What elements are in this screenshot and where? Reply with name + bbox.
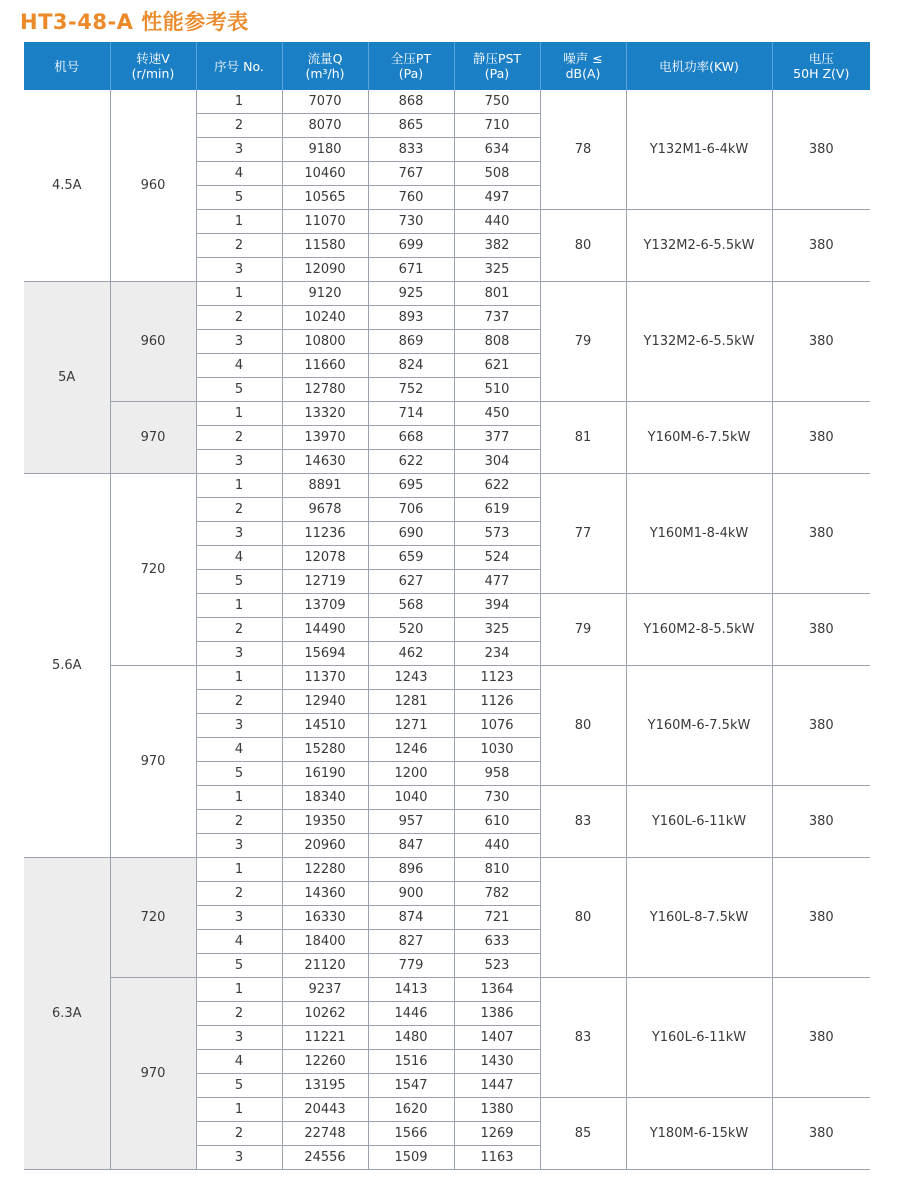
total-pressure-cell: 865 (368, 114, 454, 138)
total-pressure-cell: 520 (368, 618, 454, 642)
total-pressure-cell: 1566 (368, 1122, 454, 1146)
flow-cell: 20443 (282, 1098, 368, 1122)
header-speed (110, 42, 196, 90)
total-pressure-cell: 462 (368, 642, 454, 666)
seq-cell: 2 (196, 426, 282, 450)
seq-cell: 5 (196, 378, 282, 402)
header-static-pressure (454, 42, 540, 90)
noise-cell: 85 (540, 1098, 626, 1170)
motor-power-cell: Y160L-6-11kW (626, 786, 772, 858)
static-pressure-cell: 440 (454, 834, 540, 858)
flow-cell: 12719 (282, 570, 368, 594)
flow-cell: 11660 (282, 354, 368, 378)
table-row (24, 282, 870, 306)
header-label: (Pa) (398, 66, 424, 81)
header-label: 静压PST (472, 51, 522, 66)
static-pressure-cell: 477 (454, 570, 540, 594)
total-pressure-cell: 779 (368, 954, 454, 978)
seq-cell: 2 (196, 690, 282, 714)
seq-cell: 3 (196, 450, 282, 474)
static-pressure-cell: 730 (454, 786, 540, 810)
flow-cell: 14360 (282, 882, 368, 906)
table-row (24, 90, 870, 114)
flow-cell: 9120 (282, 282, 368, 306)
total-pressure-cell: 874 (368, 906, 454, 930)
speed-cell: 960 (110, 282, 196, 402)
static-pressure-cell: 1430 (454, 1050, 540, 1074)
header-row (24, 42, 870, 90)
total-pressure-cell: 1243 (368, 666, 454, 690)
static-pressure-cell: 382 (454, 234, 540, 258)
flow-cell: 13320 (282, 402, 368, 426)
speed-cell: 720 (110, 858, 196, 978)
static-pressure-cell: 325 (454, 618, 540, 642)
static-pressure-cell: 1386 (454, 1002, 540, 1026)
noise-cell: 80 (540, 210, 626, 282)
total-pressure-cell: 847 (368, 834, 454, 858)
noise-cell: 83 (540, 786, 626, 858)
header-label: 噪声 ≤ (563, 51, 603, 66)
static-pressure-cell: 524 (454, 546, 540, 570)
seq-cell: 4 (196, 1050, 282, 1074)
voltage-cell: 380 (772, 594, 870, 666)
static-pressure-cell: 801 (454, 282, 540, 306)
seq-cell: 1 (196, 858, 282, 882)
seq-cell: 1 (196, 1098, 282, 1122)
flow-cell: 19350 (282, 810, 368, 834)
static-pressure-cell: 573 (454, 522, 540, 546)
seq-cell: 1 (196, 978, 282, 1002)
total-pressure-cell: 767 (368, 162, 454, 186)
flow-cell: 12078 (282, 546, 368, 570)
static-pressure-cell: 619 (454, 498, 540, 522)
flow-cell: 20960 (282, 834, 368, 858)
static-pressure-cell: 450 (454, 402, 540, 426)
total-pressure-cell: 699 (368, 234, 454, 258)
seq-cell: 4 (196, 738, 282, 762)
seq-cell: 1 (196, 282, 282, 306)
model-cell: 5A (24, 282, 110, 474)
voltage-cell: 380 (772, 474, 870, 594)
total-pressure-cell: 1446 (368, 1002, 454, 1026)
flow-cell: 11070 (282, 210, 368, 234)
seq-cell: 3 (196, 330, 282, 354)
seq-cell: 3 (196, 1146, 282, 1170)
static-pressure-cell: 497 (454, 186, 540, 210)
static-pressure-cell: 394 (454, 594, 540, 618)
seq-cell: 4 (196, 162, 282, 186)
motor-power-cell: Y132M2-6-5.5kW (626, 282, 772, 402)
static-pressure-cell: 610 (454, 810, 540, 834)
total-pressure-cell: 1271 (368, 714, 454, 738)
motor-power-cell: Y160M2-8-5.5kW (626, 594, 772, 666)
flow-cell: 12780 (282, 378, 368, 402)
static-pressure-cell: 377 (454, 426, 540, 450)
voltage-cell: 380 (772, 978, 870, 1098)
total-pressure-cell: 893 (368, 306, 454, 330)
voltage-cell: 380 (772, 1098, 870, 1170)
motor-power-cell: Y180M-6-15kW (626, 1098, 772, 1170)
total-pressure-cell: 1547 (368, 1074, 454, 1098)
total-pressure-cell: 900 (368, 882, 454, 906)
seq-cell: 2 (196, 498, 282, 522)
flow-cell: 12280 (282, 858, 368, 882)
header-label: 电压 (808, 51, 834, 66)
header-seq (196, 42, 282, 90)
seq-cell: 1 (196, 402, 282, 426)
seq-cell: 3 (196, 906, 282, 930)
seq-cell: 1 (196, 474, 282, 498)
total-pressure-cell: 833 (368, 138, 454, 162)
table-row (24, 666, 870, 690)
speed-cell: 970 (110, 402, 196, 474)
flow-cell: 10565 (282, 186, 368, 210)
noise-cell: 80 (540, 858, 626, 978)
static-pressure-cell: 1123 (454, 666, 540, 690)
total-pressure-cell: 824 (368, 354, 454, 378)
flow-cell: 7070 (282, 90, 368, 114)
header-label: (r/min) (131, 66, 175, 81)
seq-cell: 3 (196, 522, 282, 546)
static-pressure-cell: 710 (454, 114, 540, 138)
seq-cell: 4 (196, 546, 282, 570)
total-pressure-cell: 714 (368, 402, 454, 426)
flow-cell: 16190 (282, 762, 368, 786)
flow-cell: 22748 (282, 1122, 368, 1146)
seq-cell: 2 (196, 1002, 282, 1026)
seq-cell: 2 (196, 882, 282, 906)
total-pressure-cell: 568 (368, 594, 454, 618)
static-pressure-cell: 633 (454, 930, 540, 954)
seq-cell: 3 (196, 1026, 282, 1050)
flow-cell: 8070 (282, 114, 368, 138)
static-pressure-cell: 621 (454, 354, 540, 378)
total-pressure-cell: 957 (368, 810, 454, 834)
voltage-cell: 380 (772, 786, 870, 858)
total-pressure-cell: 760 (368, 186, 454, 210)
voltage-cell: 380 (772, 90, 870, 210)
seq-cell: 1 (196, 210, 282, 234)
flow-cell: 11370 (282, 666, 368, 690)
static-pressure-cell: 1447 (454, 1074, 540, 1098)
static-pressure-cell: 1076 (454, 714, 540, 738)
seq-cell: 3 (196, 834, 282, 858)
total-pressure-cell: 827 (368, 930, 454, 954)
total-pressure-cell: 1413 (368, 978, 454, 1002)
model-cell: 5.6A (24, 474, 110, 858)
total-pressure-cell: 1200 (368, 762, 454, 786)
voltage-cell: 380 (772, 282, 870, 402)
seq-cell: 2 (196, 618, 282, 642)
flow-cell: 10262 (282, 1002, 368, 1026)
flow-cell: 11221 (282, 1026, 368, 1050)
seq-cell: 1 (196, 786, 282, 810)
table-row (24, 402, 870, 426)
static-pressure-cell: 234 (454, 642, 540, 666)
total-pressure-cell: 1516 (368, 1050, 454, 1074)
flow-cell: 12940 (282, 690, 368, 714)
static-pressure-cell: 750 (454, 90, 540, 114)
flow-cell: 13709 (282, 594, 368, 618)
total-pressure-cell: 1480 (368, 1026, 454, 1050)
speed-cell: 970 (110, 666, 196, 858)
static-pressure-cell: 1030 (454, 738, 540, 762)
flow-cell: 12090 (282, 258, 368, 282)
noise-cell: 79 (540, 594, 626, 666)
total-pressure-cell: 671 (368, 258, 454, 282)
motor-power-cell: Y160L-6-11kW (626, 978, 772, 1098)
motor-power-cell: Y132M1-6-4kW (626, 90, 772, 210)
header-noise (540, 42, 626, 90)
table-row (24, 978, 870, 1002)
model-cell: 6.3A (24, 858, 110, 1170)
table-row (24, 474, 870, 498)
noise-cell: 81 (540, 402, 626, 474)
total-pressure-cell: 1246 (368, 738, 454, 762)
noise-cell: 79 (540, 282, 626, 402)
static-pressure-cell: 1364 (454, 978, 540, 1002)
speed-cell: 970 (110, 978, 196, 1170)
header-label: (Pa) (484, 66, 510, 81)
total-pressure-cell: 868 (368, 90, 454, 114)
performance-table (24, 42, 870, 1170)
flow-cell: 16330 (282, 906, 368, 930)
static-pressure-cell: 721 (454, 906, 540, 930)
flow-cell: 10460 (282, 162, 368, 186)
header-label: 流量Q (307, 51, 343, 66)
seq-cell: 5 (196, 570, 282, 594)
flow-cell: 9678 (282, 498, 368, 522)
seq-cell: 5 (196, 186, 282, 210)
flow-cell: 9180 (282, 138, 368, 162)
header-label: 电机功率(KW) (659, 58, 739, 74)
flow-cell: 13970 (282, 426, 368, 450)
static-pressure-cell: 634 (454, 138, 540, 162)
flow-cell: 11236 (282, 522, 368, 546)
header-label: 序号 No. (214, 58, 264, 74)
page-title: HT3-48-A 性能参考表 (20, 10, 249, 34)
motor-power-cell: Y160L-8-7.5kW (626, 858, 772, 978)
seq-cell: 5 (196, 954, 282, 978)
flow-cell: 11580 (282, 234, 368, 258)
flow-cell: 12260 (282, 1050, 368, 1074)
header-total-pressure (368, 42, 454, 90)
header-label: (m³/h) (305, 66, 345, 81)
header-flow (282, 42, 368, 90)
seq-cell: 2 (196, 306, 282, 330)
seq-cell: 4 (196, 930, 282, 954)
flow-cell: 8891 (282, 474, 368, 498)
noise-cell: 80 (540, 666, 626, 786)
static-pressure-cell: 304 (454, 450, 540, 474)
header-model (24, 42, 110, 90)
flow-cell: 10800 (282, 330, 368, 354)
static-pressure-cell: 1126 (454, 690, 540, 714)
header-label: 机号 (54, 58, 80, 74)
total-pressure-cell: 1509 (368, 1146, 454, 1170)
static-pressure-cell: 958 (454, 762, 540, 786)
total-pressure-cell: 668 (368, 426, 454, 450)
static-pressure-cell: 622 (454, 474, 540, 498)
flow-cell: 9237 (282, 978, 368, 1002)
total-pressure-cell: 659 (368, 546, 454, 570)
total-pressure-cell: 925 (368, 282, 454, 306)
flow-cell: 14490 (282, 618, 368, 642)
static-pressure-cell: 1380 (454, 1098, 540, 1122)
static-pressure-cell: 325 (454, 258, 540, 282)
motor-power-cell: Y160M1-8-4kW (626, 474, 772, 594)
static-pressure-cell: 1407 (454, 1026, 540, 1050)
total-pressure-cell: 752 (368, 378, 454, 402)
header-motor-power (626, 42, 772, 90)
total-pressure-cell: 706 (368, 498, 454, 522)
total-pressure-cell: 690 (368, 522, 454, 546)
static-pressure-cell: 782 (454, 882, 540, 906)
seq-cell: 3 (196, 642, 282, 666)
motor-power-cell: Y160M-6-7.5kW (626, 402, 772, 474)
static-pressure-cell: 508 (454, 162, 540, 186)
seq-cell: 3 (196, 714, 282, 738)
total-pressure-cell: 1620 (368, 1098, 454, 1122)
static-pressure-cell: 510 (454, 378, 540, 402)
total-pressure-cell: 869 (368, 330, 454, 354)
static-pressure-cell: 523 (454, 954, 540, 978)
flow-cell: 10240 (282, 306, 368, 330)
total-pressure-cell: 896 (368, 858, 454, 882)
seq-cell: 1 (196, 666, 282, 690)
noise-cell: 77 (540, 474, 626, 594)
seq-cell: 2 (196, 234, 282, 258)
static-pressure-cell: 1163 (454, 1146, 540, 1170)
header-label: dB(A) (565, 66, 601, 81)
seq-cell: 5 (196, 1074, 282, 1098)
header-label: 转速V (136, 51, 170, 66)
motor-power-cell: Y132M2-6-5.5kW (626, 210, 772, 282)
flow-cell: 24556 (282, 1146, 368, 1170)
flow-cell: 15280 (282, 738, 368, 762)
seq-cell: 2 (196, 1122, 282, 1146)
total-pressure-cell: 695 (368, 474, 454, 498)
static-pressure-cell: 1269 (454, 1122, 540, 1146)
flow-cell: 14630 (282, 450, 368, 474)
motor-power-cell: Y160M-6-7.5kW (626, 666, 772, 786)
static-pressure-cell: 737 (454, 306, 540, 330)
flow-cell: 18400 (282, 930, 368, 954)
seq-cell: 1 (196, 90, 282, 114)
total-pressure-cell: 627 (368, 570, 454, 594)
flow-cell: 14510 (282, 714, 368, 738)
speed-cell: 720 (110, 474, 196, 666)
total-pressure-cell: 1040 (368, 786, 454, 810)
flow-cell: 18340 (282, 786, 368, 810)
static-pressure-cell: 808 (454, 330, 540, 354)
total-pressure-cell: 730 (368, 210, 454, 234)
speed-cell: 960 (110, 90, 196, 282)
seq-cell: 3 (196, 138, 282, 162)
seq-cell: 2 (196, 114, 282, 138)
header-label: 全压PT (390, 51, 432, 66)
voltage-cell: 380 (772, 858, 870, 978)
flow-cell: 13195 (282, 1074, 368, 1098)
seq-cell: 4 (196, 354, 282, 378)
seq-cell: 5 (196, 762, 282, 786)
model-cell: 4.5A (24, 90, 110, 282)
header-voltage (772, 42, 870, 90)
voltage-cell: 380 (772, 210, 870, 282)
total-pressure-cell: 622 (368, 450, 454, 474)
table-row (24, 858, 870, 882)
seq-cell: 1 (196, 594, 282, 618)
noise-cell: 78 (540, 90, 626, 210)
flow-cell: 15694 (282, 642, 368, 666)
seq-cell: 3 (196, 258, 282, 282)
flow-cell: 21120 (282, 954, 368, 978)
static-pressure-cell: 810 (454, 858, 540, 882)
total-pressure-cell: 1281 (368, 690, 454, 714)
noise-cell: 83 (540, 978, 626, 1098)
seq-cell: 2 (196, 810, 282, 834)
static-pressure-cell: 440 (454, 210, 540, 234)
voltage-cell: 380 (772, 402, 870, 474)
header-label: 50H Z(V) (793, 66, 850, 81)
table-body (24, 90, 870, 1170)
voltage-cell: 380 (772, 666, 870, 786)
